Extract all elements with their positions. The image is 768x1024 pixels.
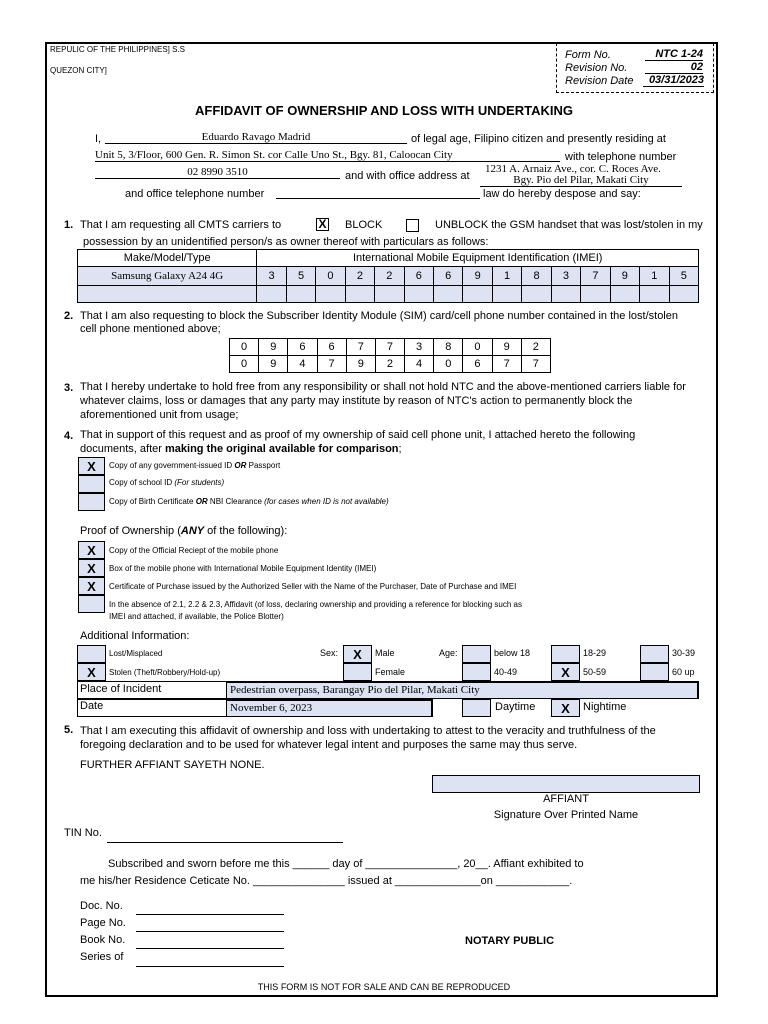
item2-text-b: cell phone mentioned above; [80, 323, 221, 335]
imei-digit: 3 [551, 267, 580, 286]
imei-digit: 3 [257, 267, 286, 286]
sim-digit: 9 [259, 356, 288, 373]
jurat-line1: Subscribed and sworn before me this ______ day of _______________, 20__. Affiant exhibited to [108, 858, 584, 870]
unblock-checkbox[interactable] [406, 219, 419, 232]
office-tel-label: and office telephone number [125, 188, 265, 200]
sim-digit: 7 [346, 339, 375, 356]
proof-box-checkbox[interactable]: X [78, 559, 105, 577]
sim-digit: 6 [317, 339, 346, 356]
revision-date-label: Revision Date [565, 75, 634, 87]
item4-number: 4. [64, 430, 74, 442]
proof-certificate-checkbox[interactable]: X [78, 577, 105, 595]
stolen-label: Stolen (Theft/Robbery/Hold-up) [109, 668, 221, 677]
imei-digit: 0 [316, 267, 345, 286]
series-label: Series of [80, 951, 124, 963]
additional-info-title: Additional Information: [80, 630, 190, 642]
revision-date-value: 03/31/2023 [643, 74, 704, 87]
form-info-box [556, 43, 714, 93]
sex-label: Sex: [320, 648, 339, 658]
item3-line3: aforementioned unit from usage; [80, 409, 239, 421]
sim-digit: 0 [463, 339, 492, 356]
imei-table [77, 249, 699, 303]
proof-receipt-label: Copy of the Official Reciept of the mobile phone [109, 546, 279, 555]
age-60-up-label: 60 up [672, 667, 695, 677]
sim-digit: 7 [492, 356, 521, 373]
daytime-checkbox[interactable] [462, 699, 491, 717]
sim-digit: 7 [521, 356, 550, 373]
item4-line1: That in support of this request and as proof of my ownership of said cell phone unit, I attached hereto the following [80, 429, 636, 441]
imei-header: International Mobile Equipment Identification (IMEI) [257, 250, 699, 267]
republic-text: REPULIC OF THE PHILIPPINES] S.S [50, 45, 185, 54]
proof-certificate-label: Certificate of Purchase issued by the Authorized Seller with the Name of the Purchaser, Date of Purchase and IMEI [109, 582, 517, 591]
sim-digit: 0 [230, 356, 259, 373]
unblock-label: UNBLOCK the GSM handset that was lost/stolen in my [435, 219, 703, 231]
sim-digit: 4 [288, 356, 317, 373]
telephone-number: 02 8990 3510 [95, 166, 340, 179]
office-address-label: and with office address at [345, 170, 470, 182]
notary-public-label: NOTARY PUBLIC [465, 935, 555, 947]
place-label: Place of Incident [80, 683, 162, 695]
sim-digit: 0 [230, 339, 259, 356]
proof-affidavit-label-2: IMEI and attached, if available, the Police Blotter) [109, 612, 284, 621]
lost-label: Lost/Misplaced [109, 649, 163, 658]
age-label: Age: [439, 648, 458, 658]
jurat-line2: me his/her Residence Ceticate No. _______________ issued at ______________on ____________. [80, 875, 573, 887]
book-no-line[interactable] [136, 948, 284, 949]
sim-digit: 9 [346, 356, 375, 373]
series-line[interactable] [136, 966, 284, 967]
age-30-39-checkbox[interactable] [640, 645, 669, 663]
despose-text: law do hereby despose and say: [483, 188, 641, 200]
city-text: QUEZON CITY] [50, 66, 107, 75]
sim-digit: 6 [288, 339, 317, 356]
sim-number-table [229, 338, 551, 373]
form-no-label: Form No. [565, 49, 611, 61]
date-label: Date [80, 700, 104, 712]
sim-digit: 4 [405, 356, 434, 373]
sim-digit: 3 [405, 339, 434, 356]
doc-school-id-checkbox[interactable] [78, 475, 105, 493]
age-50-59-checkbox[interactable]: X [551, 663, 580, 681]
make-value: Samsung Galaxy A24 4G [78, 267, 257, 286]
age-below18-checkbox[interactable] [462, 645, 491, 663]
daytime-label: Daytime [495, 701, 536, 713]
intro-i: I, [95, 133, 102, 145]
tin-label: TIN No. [64, 827, 102, 839]
date-field[interactable]: November 6, 2023 [226, 700, 432, 717]
place-field[interactable]: Pedestrian overpass, Barangay Pio del Pilar, Makati City [226, 682, 698, 699]
intro-legal-age: of legal age, Filipino citizen and presently residing at [411, 133, 666, 145]
sim-digit: 2 [521, 339, 550, 356]
signature-label: Signature Over Printed Name [493, 809, 639, 821]
form-title: AFFIDAVIT OF OWNERSHIP AND LOSS WITH UNDERTAKING [195, 103, 573, 118]
age-18-29-checkbox[interactable] [551, 645, 580, 663]
male-checkbox[interactable]: X [343, 645, 372, 663]
doc-no-line[interactable] [136, 914, 284, 915]
imei-digit: 5 [286, 267, 315, 286]
doc-gov-id-label: Copy of any government-issued ID OR Passport [109, 461, 281, 470]
affiant-name: Eduardo Ravago Madrid [105, 131, 407, 144]
item2-number: 2. [64, 310, 74, 322]
affiant-label: AFFIANT [543, 793, 589, 805]
item1-text-a: That I am requesting all CMTS carriers to [80, 219, 282, 231]
doc-birth-cert-checkbox[interactable] [78, 493, 105, 511]
imei-digit: 9 [610, 267, 639, 286]
proof-heading: Proof of Ownership (ANY of the following): [80, 525, 288, 537]
female-checkbox[interactable] [343, 663, 372, 681]
item3-line2: whatever claims, loss or damages that any party may institute by reason of NTC's action to permanently block the [80, 395, 633, 407]
form-no-value: NTC 1-24 [645, 48, 703, 61]
sim-digit: 7 [375, 339, 404, 356]
make-header: Make/Model/Type [78, 250, 257, 267]
imei-digit: 9 [463, 267, 492, 286]
imei-digit: 1 [492, 267, 521, 286]
affiant-signature-field[interactable] [432, 775, 700, 793]
item2-text-a: That I am also requesting to block the Subscriber Identity Module (SIM) card/cell phone number contained in the lost/stolen [80, 310, 678, 322]
stolen-checkbox[interactable]: X [77, 663, 106, 681]
item5-line1: That I am executing this affidavit of ownership and loss with undertaking to attest to the veracity and truthfulness of the [80, 725, 656, 737]
tin-line[interactable] [107, 842, 343, 843]
item3-number: 3. [64, 382, 74, 394]
make-empty[interactable] [78, 286, 257, 303]
sim-digit: 8 [434, 339, 463, 356]
lost-checkbox[interactable] [77, 645, 106, 663]
page-no-label: Page No. [80, 917, 126, 929]
office-address-line2: Bgy. Pio del Pilar, Makati City [480, 174, 682, 187]
imei-digit: 2 [375, 267, 404, 286]
age-50-59-label: 50-59 [583, 667, 607, 677]
proof-box-label: Box of the mobile phone with International Mobile Equipment Identity (IMEI) [109, 564, 377, 573]
nighttime-label: Nightime [583, 701, 627, 713]
proof-affidavit-label: In the absence of 2.1, 2.2 & 2.3, Affidavit (of loss, declaring ownership and providing a reference for blocking such as [109, 600, 522, 609]
doc-no-label: Doc. No. [80, 900, 123, 912]
imei-digit: 5 [669, 267, 699, 286]
doc-school-id-label: Copy of school ID (For students) [109, 478, 225, 487]
sim-digit: 9 [259, 339, 288, 356]
age-30-39-label: 30-39 [672, 648, 696, 658]
sim-digit: 0 [434, 356, 463, 373]
residence-address: Unit 5, 3/Floor, 600 Gen. R. Simon St. cor Calle Uno St., Bgy. 81, Caloocan City [95, 149, 560, 162]
item3-line1: That I hereby undertake to hold free from any responsibility or shall not hold NTC and the above-mentioned carriers liable for [80, 381, 686, 393]
revision-no-value: 02 [645, 61, 703, 74]
male-label: Male [375, 648, 395, 658]
doc-birth-cert-label: Copy of Birth Certificate OR NBI Clearance (for cases when ID is not available) [109, 497, 389, 506]
footer-note: THIS FORM IS NOT FOR SALE AND CAN BE REPRODUCED [257, 982, 511, 992]
sim-digit: 7 [317, 356, 346, 373]
age-60-up-checkbox[interactable] [640, 663, 669, 681]
age-40-49-checkbox[interactable] [462, 663, 491, 681]
block-label: BLOCK [345, 219, 383, 231]
further-affiant: FURTHER AFFIANT SAYETH NONE. [80, 759, 265, 771]
imei-digit: 1 [640, 267, 669, 286]
imei-digit: 6 [434, 267, 463, 286]
imei-digit: 8 [522, 267, 551, 286]
imei-digit: 2 [345, 267, 374, 286]
imei-digit: 7 [581, 267, 610, 286]
doc-gov-id-checkbox[interactable]: X [78, 457, 105, 475]
book-no-label: Book No. [80, 934, 126, 946]
female-label: Female [375, 667, 406, 677]
proof-affidavit-checkbox[interactable] [78, 595, 105, 613]
item4-line2: documents, after making the original available for comparison; [80, 443, 402, 455]
item5-line2: foregoing declaration and to be used for whatever legal intent and purposes the same may thus serve. [80, 739, 578, 751]
age-40-49-label: 40-49 [494, 667, 518, 677]
page-no-line[interactable] [136, 931, 284, 932]
item1-text-b: possession by an unidentified person/s as owner thereof with particulars as follows: [83, 236, 489, 248]
sim-digit: 9 [492, 339, 521, 356]
office-address-line1: 1231 A. Arnaiz Ave., cor. C. Roces Ave. [485, 163, 661, 175]
intro-with-tel: with telephone number [565, 151, 677, 163]
sim-digit: 6 [463, 356, 492, 373]
item1-number: 1. [64, 219, 74, 231]
nighttime-checkbox[interactable]: X [551, 699, 580, 717]
age-18-29-label: 18-29 [583, 648, 607, 658]
proof-receipt-checkbox[interactable]: X [78, 541, 105, 559]
age-below18-label: below 18 [494, 648, 531, 658]
office-tel-blank [276, 198, 480, 199]
sim-digit: 2 [375, 356, 404, 373]
block-checkbox[interactable]: X [316, 218, 329, 231]
imei-digit: 6 [404, 267, 433, 286]
revision-no-label: Revision No. [565, 62, 628, 74]
item5-number: 5. [64, 724, 74, 736]
